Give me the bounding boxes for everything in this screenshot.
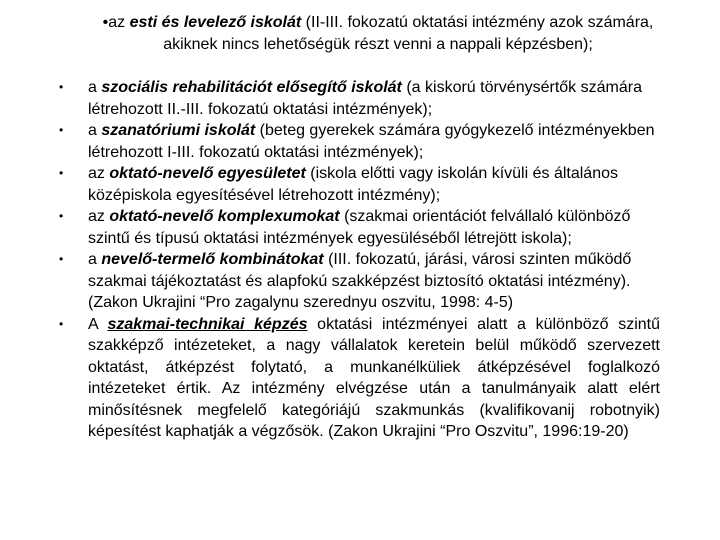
bullet: • — [59, 123, 64, 137]
item-description: (a kiskorú törvénysértők számára létrehozott II.-III. fokozatú oktatási intézmények); — [88, 79, 642, 118]
item-term: szanatóriumi iskolát — [101, 122, 256, 139]
item-intro: a — [88, 122, 102, 139]
list-item-oktato-nevelo-komplexum — [59, 206, 660, 249]
list-item-nevelo-termelo-kombinat — [59, 249, 660, 314]
bullet: • — [59, 316, 64, 331]
bullet: • — [59, 80, 64, 94]
item-intro: a — [88, 251, 102, 268]
item-description: (II-III. fokozatú oktatási intézmény azok számára, akiknek nincs lehetőségük részt venni a nappali képzésben); — [163, 14, 654, 53]
list-item-szanatoriumi-iskola — [59, 120, 660, 163]
item-description: oktatási intézményei alatt a különböző szintű szakképző intézeteket, a nagy vállalatok keretein belül működő szervezett oktatást, átképzést folytató, a munkanélküliek átképzésével foglalkozó intézeteket értik. Az intézmény elvégzése után a tanulmányaik alatt elért minősítésnek megfelelő kategóriájú szakmunkás (kvalifikovanij robotnyik) képesítést kaphatják a végzősök. (Zakon Ukrajini “Pro Oszvitu”, 1996:19-20) — [88, 315, 661, 440]
bullet: • — [59, 252, 64, 266]
item-intro: az — [88, 208, 110, 225]
list-item-szocialis-rehabilitacio — [59, 77, 660, 120]
item-term: oktató-nevelő egyesületet — [109, 165, 306, 182]
list-item-oktato-nevelo-egyesulet — [59, 163, 660, 206]
item-term: szakmai-technikai képzés — [107, 315, 308, 333]
bullet: • — [59, 166, 64, 180]
item-intro: A — [88, 315, 108, 333]
item-term: szociális rehabilitációt elősegítő iskolát — [101, 79, 402, 96]
item-description: (szakmai orientációt felvállaló különböző szintű és típusú oktatási intézmények egyesüléséből létrejött iskola); — [88, 208, 631, 247]
item-description: (iskola előtti vagy iskolán kívüli és általános középiskola egyesítésével létrehozott intézmény); — [88, 165, 618, 204]
item-term: oktató-nevelő komplexumokat — [109, 208, 340, 225]
item-term: esti és levelező iskolát — [129, 14, 302, 31]
item-intro: az — [108, 14, 130, 31]
item-description: (III. fokozatú, járási, városi szinten működő szakmai tájékoztatást és alapfokú szakképzést biztosító oktatási intézmény). (Zakon Ukrajini “Pro zagalynu szerednyu oszvitu, 1998: 4-5) — [88, 251, 632, 311]
bullet-list — [0, 77, 720, 443]
list-item-esti-iskola — [88, 12, 668, 55]
bullet: • — [102, 14, 109, 31]
list-item-szakmai-technikai-kepzes — [59, 314, 661, 443]
item-intro: az — [88, 165, 110, 182]
bullet: • — [59, 209, 64, 223]
item-term: nevelő-termelő kombinátokat — [101, 251, 324, 268]
item-intro: a — [88, 79, 102, 96]
item-description: (beteg gyerekek számára gyógykezelő intézményekben létrehozott I-III. fokozatú oktatási intézmények); — [88, 122, 655, 161]
